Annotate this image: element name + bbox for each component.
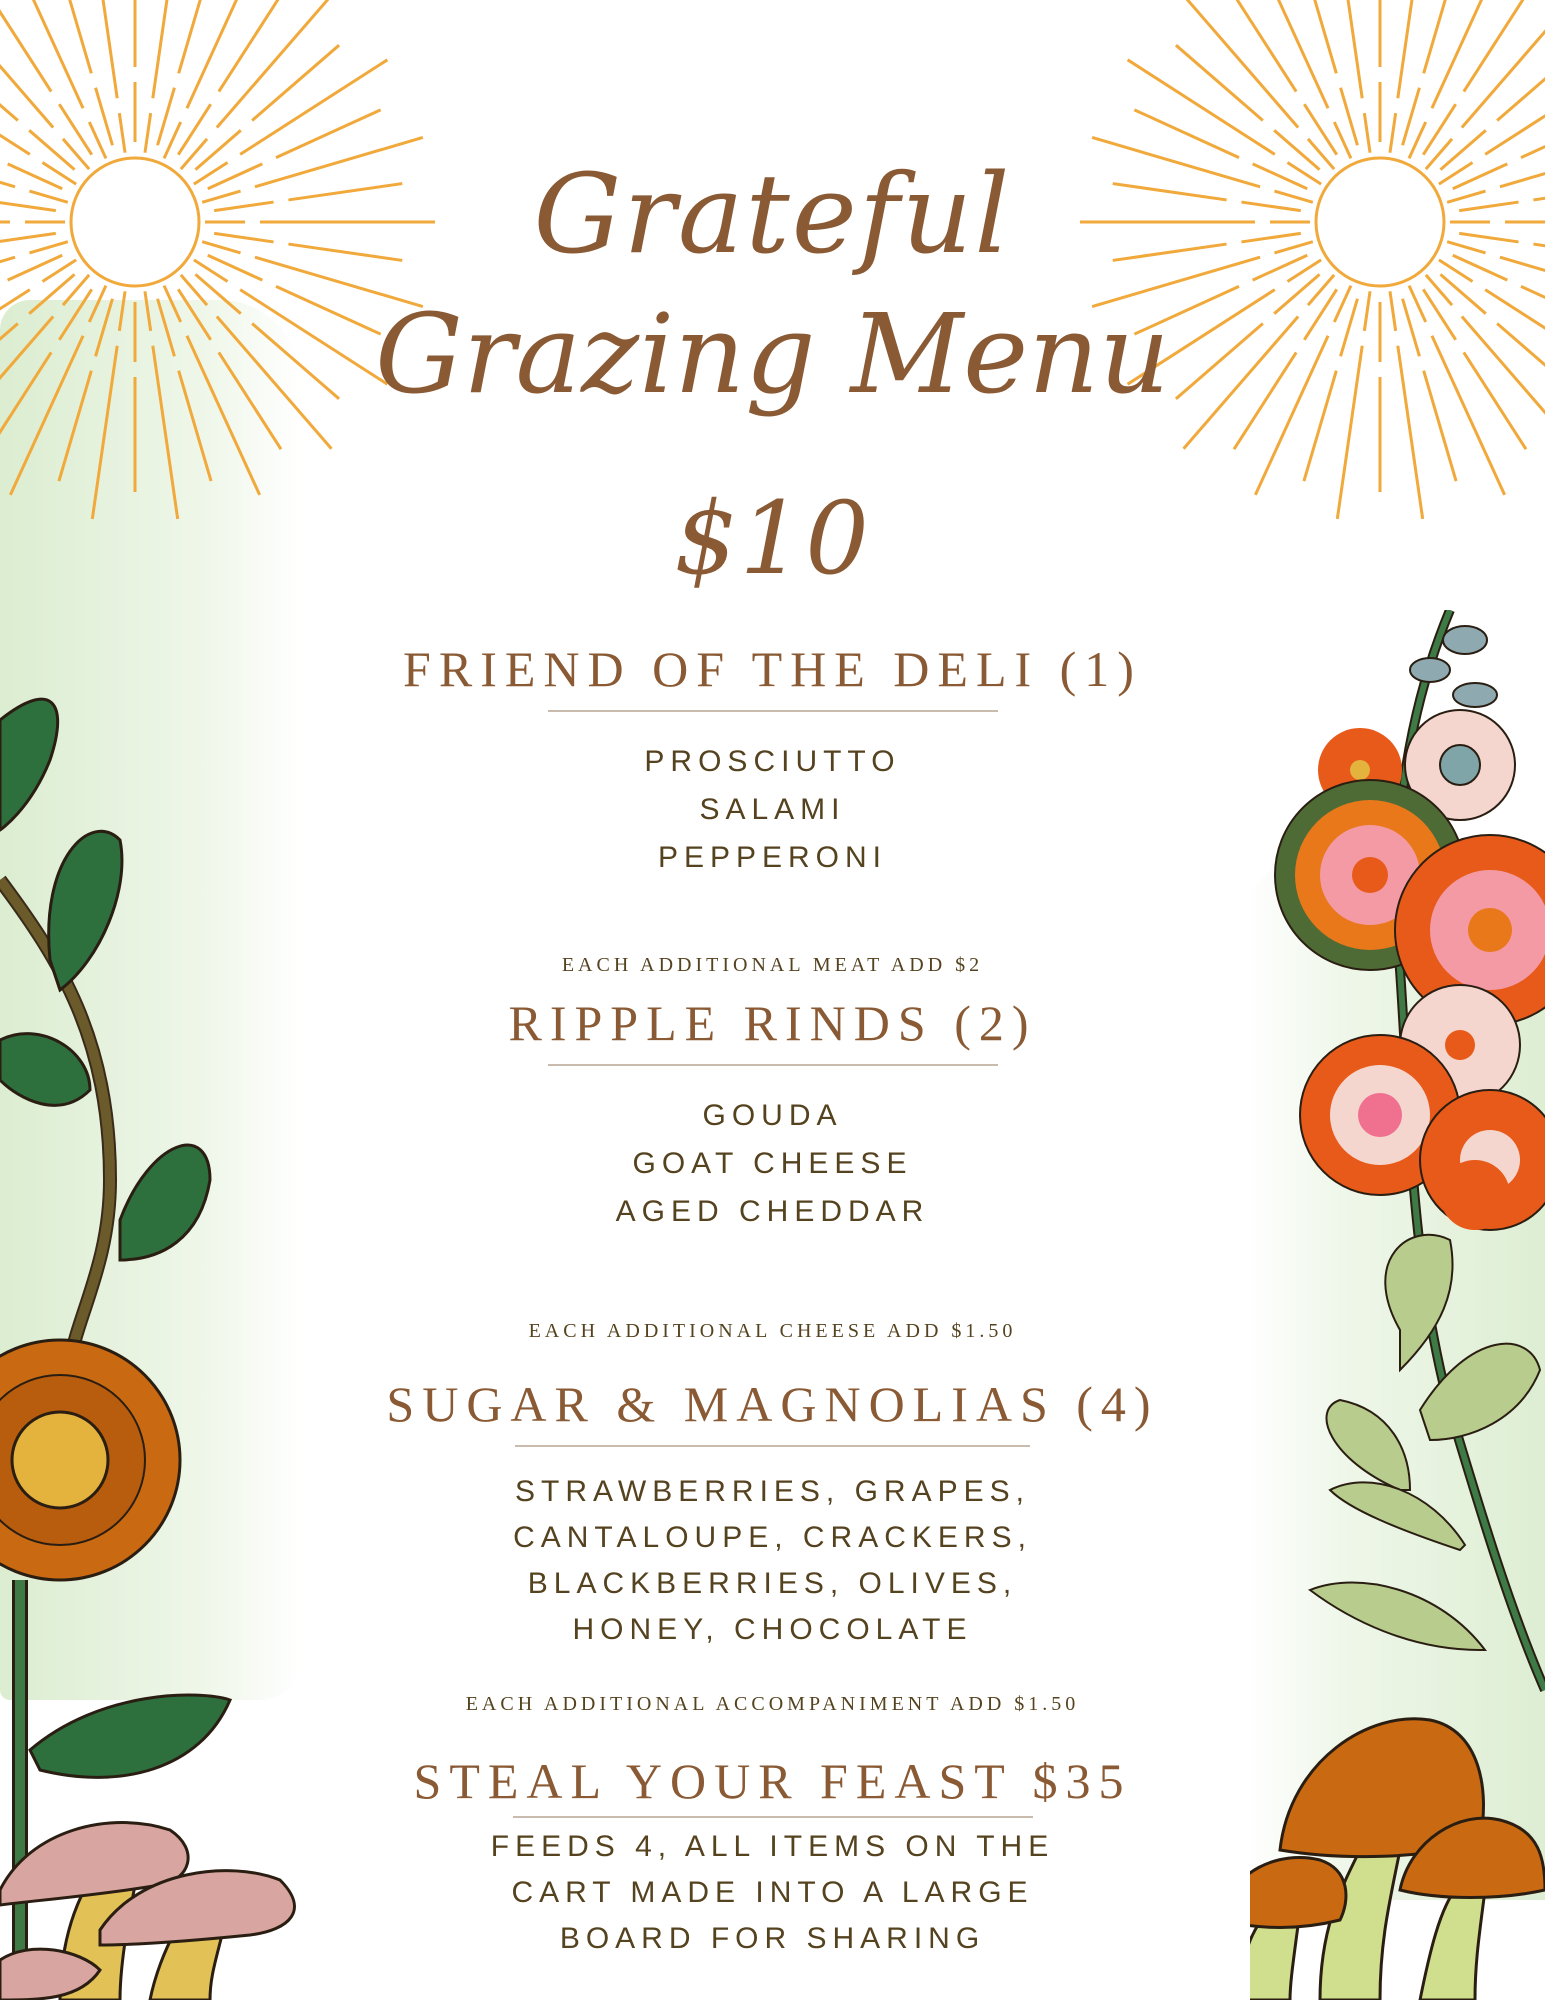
section-steal-your-feast — [0, 1752, 1545, 1962]
menu-item: CART MADE INTO A LARGE — [511, 1876, 1034, 1909]
section-note: EACH ADDITIONAL CHEESE ADD $1.50 — [528, 1320, 1017, 1342]
section-sugar-and-magnolias — [0, 1375, 1545, 1653]
menu-item: STRAWBERRIES, GRAPES, — [515, 1475, 1030, 1508]
section-divider — [515, 1445, 1030, 1447]
menu-item: BLACKBERRIES, OLIVES, — [527, 1567, 1018, 1600]
menu-item: BOARD FOR SHARING — [559, 1922, 986, 1955]
section-divider — [548, 710, 998, 712]
menu-item: CANTALOUPE, CRACKERS, — [513, 1521, 1032, 1554]
menu-item: PROSCIUTTO — [644, 745, 901, 778]
section-note: EACH ADDITIONAL MEAT ADD $2 — [561, 954, 984, 976]
base-price: $10 — [674, 480, 871, 597]
menu-item: GOUDA — [702, 1099, 843, 1132]
menu-item: SALAMI — [699, 793, 846, 826]
section-divider — [548, 1064, 998, 1066]
menu-title-line2: Grazing Menu — [375, 290, 1170, 418]
section-heading: FRIEND OF THE DELI (1) — [403, 641, 1142, 697]
menu-item: GOAT CHEESE — [632, 1147, 913, 1180]
section-heading: STEAL YOUR FEAST $35 — [413, 1753, 1132, 1809]
section-heading: SUGAR & MAGNOLIAS (4) — [386, 1376, 1159, 1432]
section-heading: RIPPLE RINDS (2) — [508, 995, 1037, 1051]
section-divider — [513, 1816, 1033, 1818]
menu-item: PEPPERONI — [657, 841, 888, 874]
menu-item: AGED CHEDDAR — [615, 1195, 930, 1228]
section-ripple-rinds — [0, 994, 1545, 1236]
menu-item: FEEDS 4, ALL ITEMS ON THE — [490, 1830, 1055, 1863]
menu-title-line1: Grateful — [533, 150, 1012, 278]
section-note: EACH ADDITIONAL ACCOMPANIMENT ADD $1.50 — [465, 1693, 1080, 1715]
section-friend-of-the-deli — [0, 640, 1545, 882]
menu-item: HONEY, CHOCOLATE — [572, 1613, 973, 1646]
